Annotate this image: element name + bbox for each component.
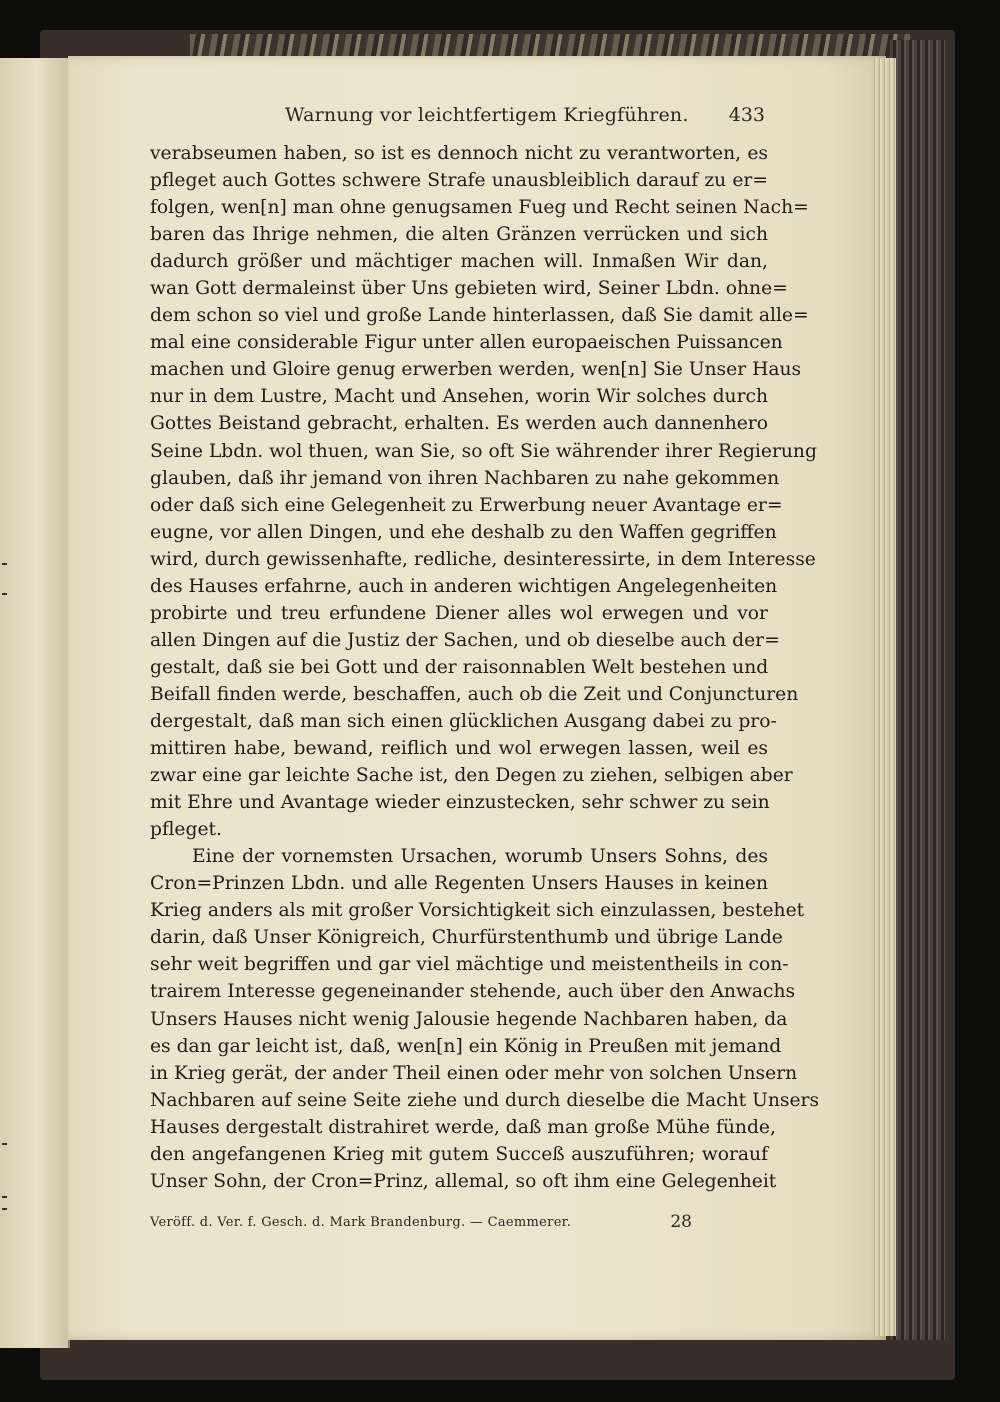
page-footer xyxy=(150,1212,710,1236)
text-line: probirte und treu erfundene Diener alles wol erwegen und vor xyxy=(150,602,768,624)
text-line: wan Gott dermaleinst über Uns gebieten wird, Seiner Lbdn. ohne= xyxy=(150,278,788,300)
left-page-marks xyxy=(0,58,10,1348)
cover-spine-edge xyxy=(890,40,945,1340)
text-line: nur in dem Lustre, Macht und Ansehen, worin Wir solches durch xyxy=(150,386,768,408)
text-line: gestalt, daß sie bei Gott und der raisonnablen Welt bestehen und xyxy=(150,656,769,678)
text-line: darin, daß Unser Königreich, Churfürstenthumb und übrige Lande xyxy=(150,927,783,949)
running-title: Warnung vor leichtfertigem Kriegführen. xyxy=(285,104,689,126)
signature-line: Veröff. d. Ver. f. Gesch. d. Mark Brandenburg. — Caemmerer. xyxy=(150,1215,572,1230)
text-line: baren das Ihrige nehmen, die alten Gränzen verrücken und sich xyxy=(150,224,768,246)
text-line: es dan gar leicht ist, daß, wen[n] ein König in Preußen mit jemand xyxy=(150,1035,782,1057)
text-line: glauben, daß ihr jemand von ihren Nachbaren zu nahe gekommen xyxy=(150,467,780,489)
signature-number: 28 xyxy=(670,1212,692,1232)
body-text xyxy=(150,140,820,1195)
text-line: mit Ehre und Avantage wieder einzustecken, sehr schwer zu sein xyxy=(150,792,770,814)
text-line: pfleget auch Gottes schwere Strafe unausbleiblich darauf zu er= xyxy=(150,170,768,192)
text-line: Nachbaren auf seine Seite ziehe und durch dieselbe die Macht Unsers xyxy=(150,1089,820,1111)
text-line: eugne, vor allen Dingen, und ehe deshalb zu den Waffen gegriffen xyxy=(150,521,777,543)
text-line: des Hauses erfahrne, auch in anderen wichtigen Angelegenheiten xyxy=(150,575,778,597)
text-line: Cron=Prinzen Lbdn. und alle Regenten Unsers Hauses in keinen xyxy=(150,873,768,895)
text-line: wird, durch gewissenhafte, redliche, desinteressirte, in dem Interesse xyxy=(150,548,816,570)
text-line: mal eine considerable Figur unter allen europaeischen Puissancen xyxy=(150,332,783,354)
running-header xyxy=(220,100,765,130)
text-line: mittiren habe, bewand, reiflich und wol erwegen lassen, weil es xyxy=(150,738,768,760)
text-line: oder daß sich eine Gelegenheit zu Erwerbung neuer Avantage er= xyxy=(150,494,783,516)
text-line: Unsers Hauses nicht wenig Jalousie hegende Nachbaren haben, da xyxy=(150,1008,788,1030)
text-line: dergestalt, daß man sich einen glücklichen Ausgang dabei zu pro- xyxy=(150,710,777,732)
text-line: Gottes Beistand gebracht, erhalten. Es werden auch dannenhero xyxy=(150,413,768,435)
text-line: trairem Interesse gegeneinander stehende, auch über den Anwachs xyxy=(150,981,796,1003)
page-edges xyxy=(872,58,896,1336)
text-line: Seine Lbdn. wol thuen, wan Sie, so oft Sie währender ihrer Regierung xyxy=(150,440,817,462)
text-line: Unser Sohn, der Cron=Prinz, allemal, so oft ihm eine Gelegenheit xyxy=(150,1170,777,1192)
text-line: folgen, wen[n] man ohne genugsamen Fueg und Recht seinen Nach= xyxy=(150,197,809,219)
text-line: pfleget. xyxy=(150,819,222,841)
text-line: dem schon so viel und große Lande hinterlassen, daß Sie damit alle= xyxy=(150,305,809,327)
text-line: in Krieg gerät, der ander Theil einen oder mehr von solchen Unsern xyxy=(150,1062,798,1084)
left-facing-page xyxy=(0,58,70,1348)
page-number: 433 xyxy=(728,104,765,126)
text-line: dadurch größer und mächtiger machen will. Inmaßen Wir dan, xyxy=(150,251,768,273)
text-line: machen und Gloire genug erwerben werden, wen[n] Sie Unser Haus xyxy=(150,359,802,381)
text-line: allen Dingen auf die Justiz der Sachen, und ob dieselbe auch der= xyxy=(150,629,780,651)
text-line: sehr weit begriffen und gar viel mächtige und meistentheils in con- xyxy=(150,954,789,976)
text-line: Hauses dergestalt distrahiret werde, daß man große Mühe fünde, xyxy=(150,1116,776,1138)
text-line: Beifall finden werde, beschaffen, auch ob die Zeit und Conjuncturen xyxy=(150,683,799,705)
text-line: den angefangenen Krieg mit gutem Succeß auszuführen; worauf xyxy=(150,1143,768,1165)
text-line: zwar eine gar leichte Sache ist, den Degen zu ziehen, selbigen aber xyxy=(150,765,793,787)
text-line: Eine der vornemsten Ursachen, worumb Unsers Sohns, des xyxy=(192,846,768,868)
text-line: Krieg anders als mit großer Vorsichtigkeit sich einzulassen, bestehet xyxy=(150,900,805,922)
text-line: verabseumen haben, so ist es dennoch nicht zu verantworten, es xyxy=(150,143,768,164)
